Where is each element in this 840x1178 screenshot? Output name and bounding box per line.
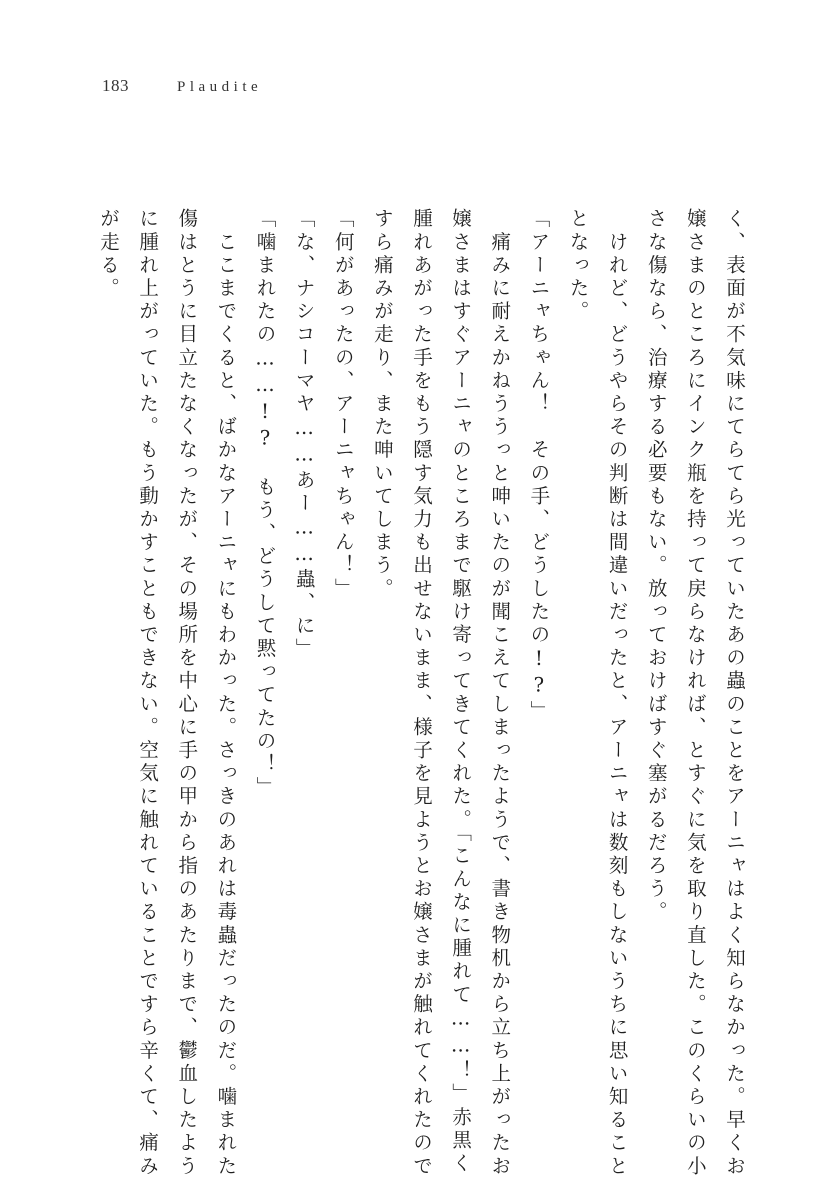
body-text bbox=[97, 208, 746, 1178]
text-line: すら痛みが走り、また呻いてしまう。 bbox=[370, 208, 394, 601]
text-line: が走る。 bbox=[97, 208, 120, 301]
text-line: 嬢さまのところにインク瓶を持って戻らなければ、とすぐに気を取り直した。このくらいの小 bbox=[683, 208, 707, 1178]
text-line: となった。 bbox=[566, 208, 590, 324]
text-line: けれど、どうやらその判断は間違いだったと、アーニャは数刻もしないうちに思い知ること bbox=[605, 208, 629, 1178]
text-line: 「何があったの、アーニャちゃん！」 bbox=[331, 208, 355, 601]
text-line: ここまでくると、ばかなアーニャにもわかった。さっきのあれは毒蟲だったのだ。噛まれた bbox=[214, 208, 238, 1178]
text-line: 「アーニャちゃん！ その手、どうしたの!?」 bbox=[527, 208, 551, 724]
text-line: 痛みに耐えかねううっと呻いたのが聞こえてしまったようで、書き物机から立ち上がったお bbox=[488, 208, 512, 1178]
running-title: Plaudite bbox=[177, 79, 263, 95]
text-line: さな傷なら、治療する必要もない。放っておけばすぐ塞がるだろう。 bbox=[644, 208, 668, 925]
text-line: く、表面が不気味にてらてら光っていたあの蟲のことをアーニャはよく知らなかった。早くお bbox=[723, 208, 746, 1178]
page-header bbox=[102, 76, 262, 100]
text-line: 腫れあがった手をもう隠す気力も出せないまま、様子を見ようとお嬢さまが触れてくれたので bbox=[410, 208, 433, 1178]
text-line: 嬢さまはすぐアーニャのところまで駆け寄ってきてくれた。「こんなに腫れて……！」赤黒く bbox=[449, 208, 473, 1176]
text-line: に腫れ上がっていた。もう動かすこともできない。空気に触れていることですら辛くて、痛み bbox=[136, 208, 160, 1178]
page-number: 183 bbox=[102, 76, 129, 95]
text-line: 「噛まれたの……!? もう、どうして黙ってたの！」 bbox=[253, 208, 277, 800]
text-line: 傷はとうに目立たなくなったが、その場所を中心に手の甲から指のあたりまで、鬱血したよう bbox=[175, 208, 199, 1178]
text-line: 「な、ナシコーマヤ……あー……蟲、に」 bbox=[292, 208, 316, 661]
